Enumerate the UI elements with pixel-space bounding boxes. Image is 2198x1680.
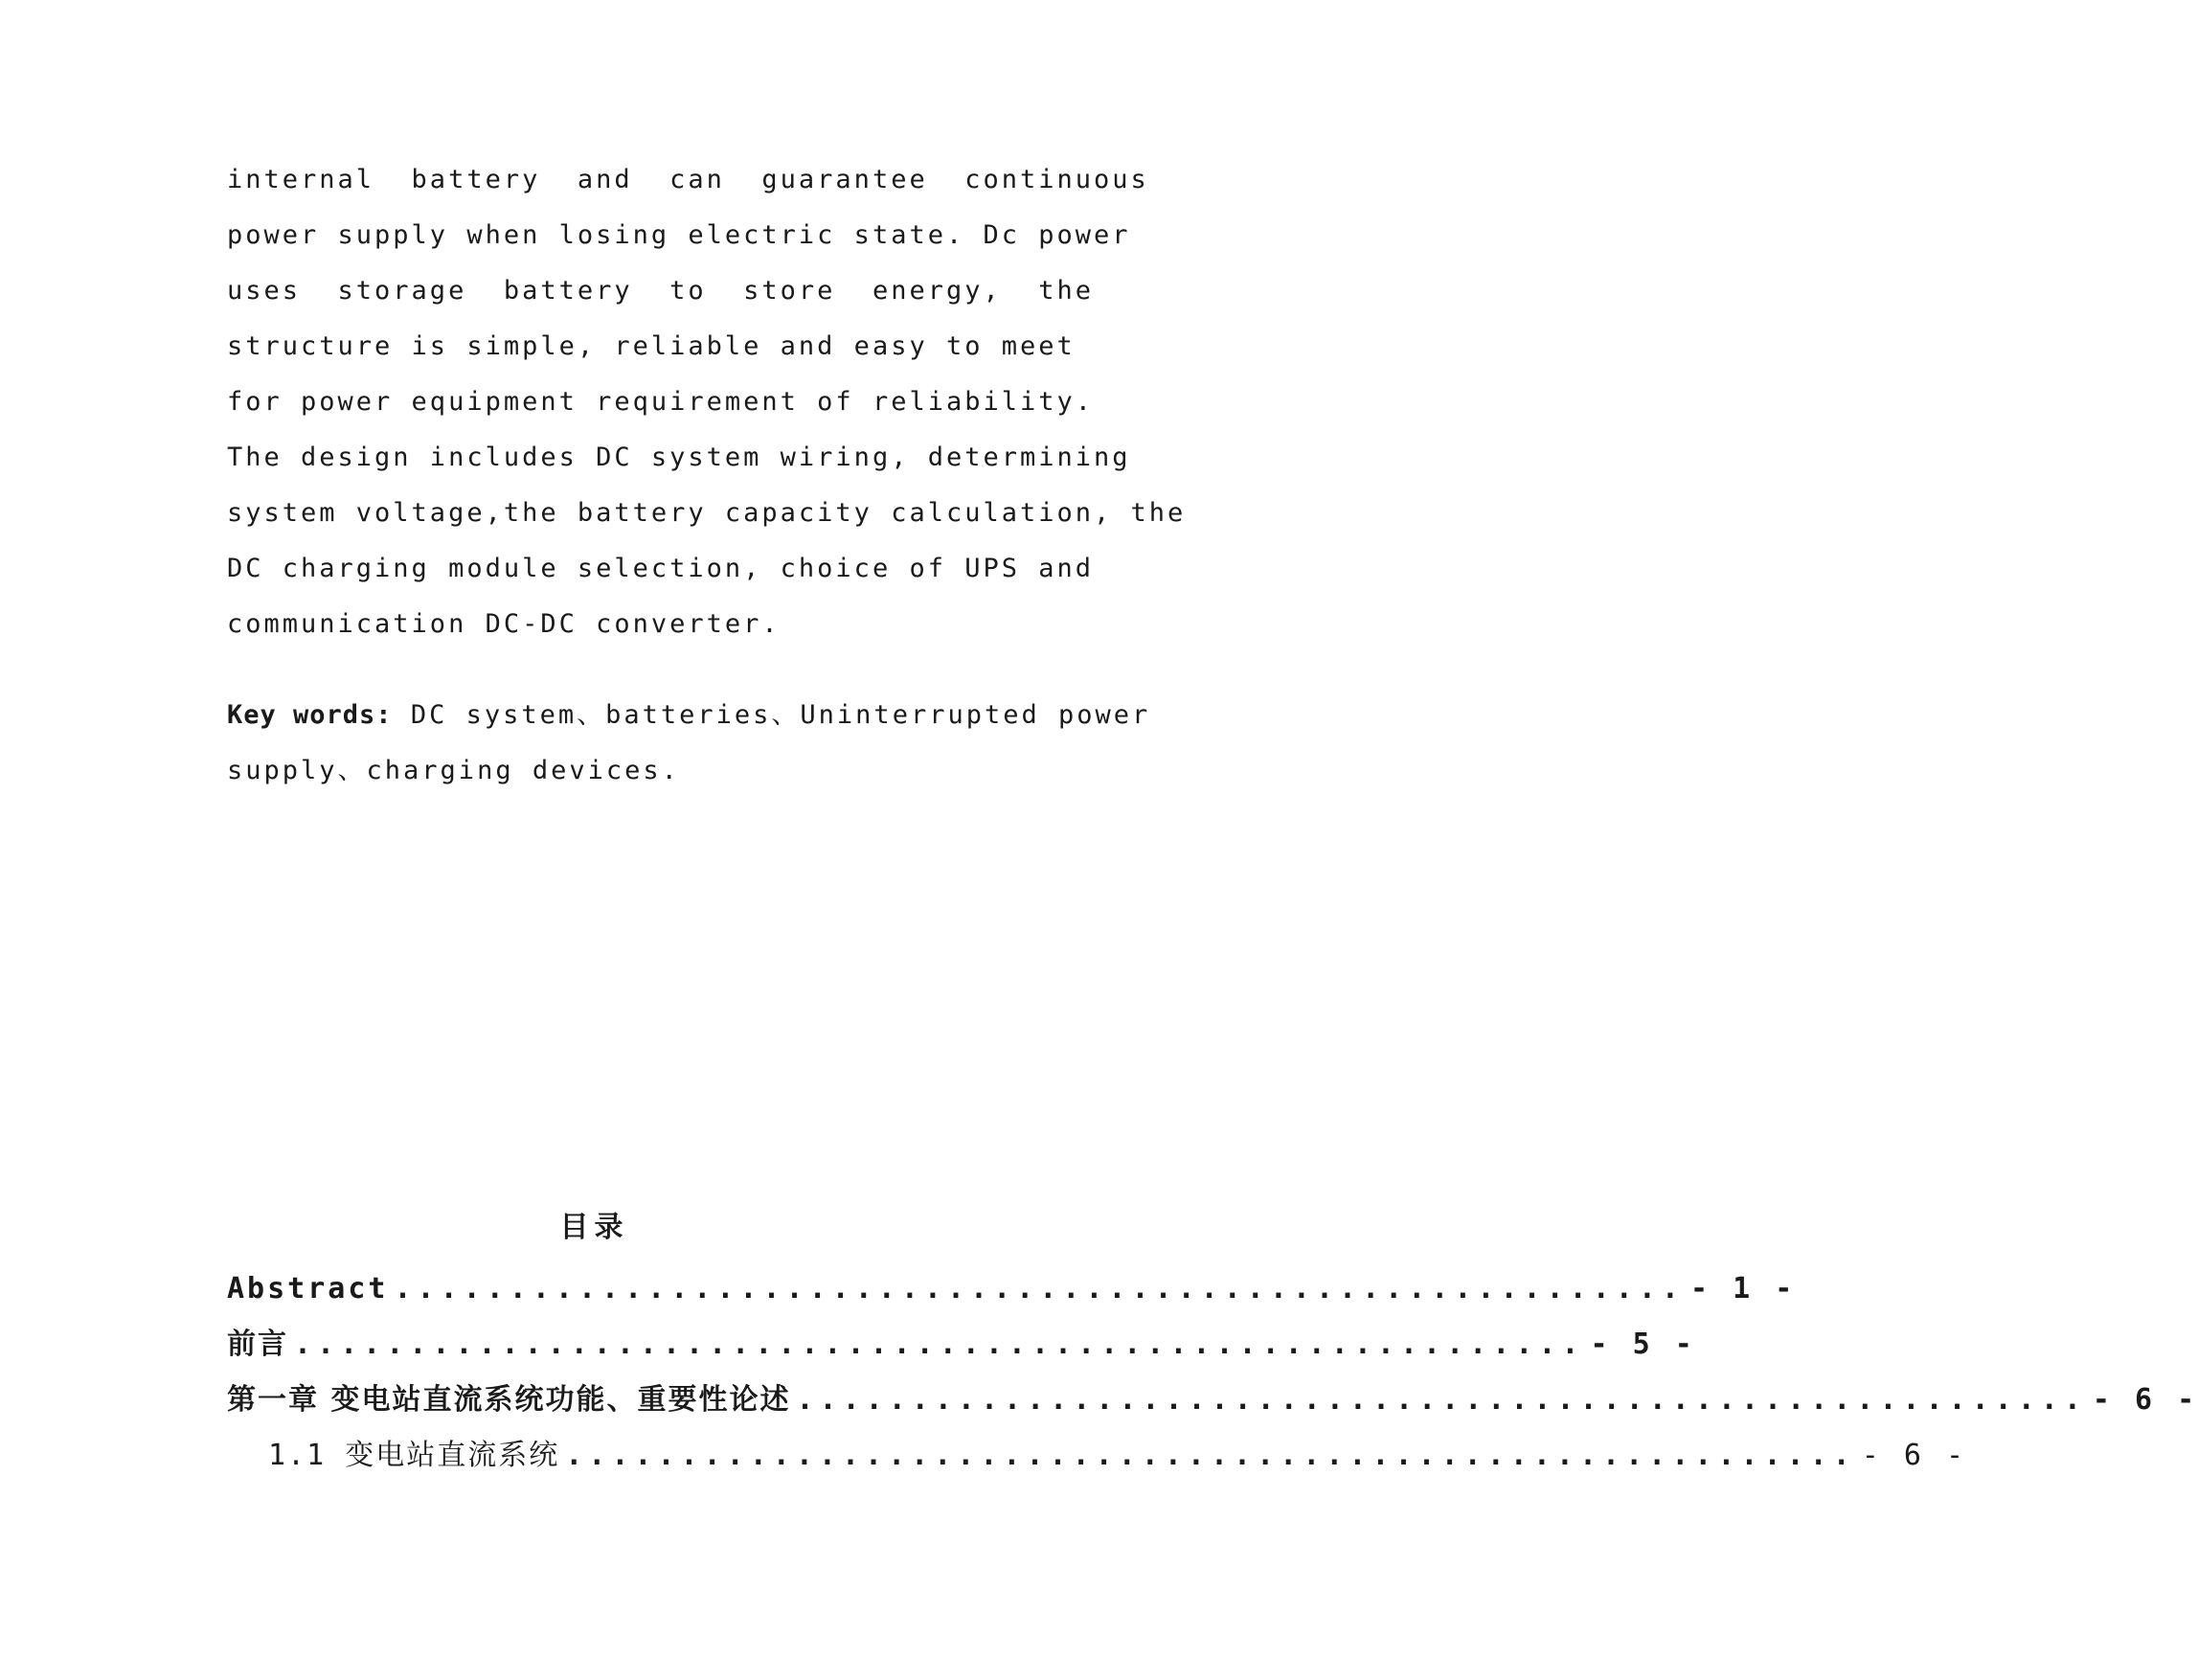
abstract-line: The design includes DC system wiring, determining [227,443,1131,472]
abstract-line: structure is simple, reliable and easy to meet [227,331,1076,361]
abstract-line: communication DC-DC converter. [227,609,781,639]
keywords-label: Key words: [227,700,393,730]
keywords-line: supply、charging devices. [227,756,680,785]
abstract-line: power supply when losing electric state. Dc power [227,220,1131,250]
toc-leader: ........................................................ [394,1272,1685,1305]
toc-entry[interactable] [227,1266,1797,1308]
toc-page-number: - 5 - [1590,1328,1696,1361]
toc-leader: ........................................................ [796,1383,2087,1417]
abstract-line: system voltage,the battery capacity calculation, the [227,498,1187,528]
toc-page-number: - 1 - [1689,1272,1797,1305]
abstract-line: for power equipment requirement of reliability. [227,387,1095,417]
toc-entry-label: 第一章 变电站直流系统功能、重要性论述 [227,1383,791,1417]
toc-title: 目录 [559,1211,629,1244]
toc-entry[interactable] [227,1322,1696,1364]
toc-entry[interactable] [227,1377,2198,1419]
toc-leader: ........................................................ [294,1328,1585,1361]
toc-entry[interactable] [268,1433,1968,1475]
toc-entry-label: 前言 [227,1328,288,1361]
abstract-line: internal battery and can guarantee continuous [227,165,1149,194]
toc-page-number: - 6 - [2092,1383,2198,1417]
abstract-line: DC charging module selection, choice of UPS and [227,554,1095,583]
keywords-line [227,696,1150,735]
toc-page-number: - 6 - [1861,1439,1968,1472]
toc-entry-label: Abstract [227,1272,389,1305]
toc-leader: ........................................................ [565,1439,1856,1472]
keywords-text: DC system、batteries、Uninterrupted power [392,700,1151,730]
toc-entry-label: 1.1 变电站直流系统 [268,1439,560,1472]
abstract-line: uses storage battery to store energy, the [227,276,1095,306]
